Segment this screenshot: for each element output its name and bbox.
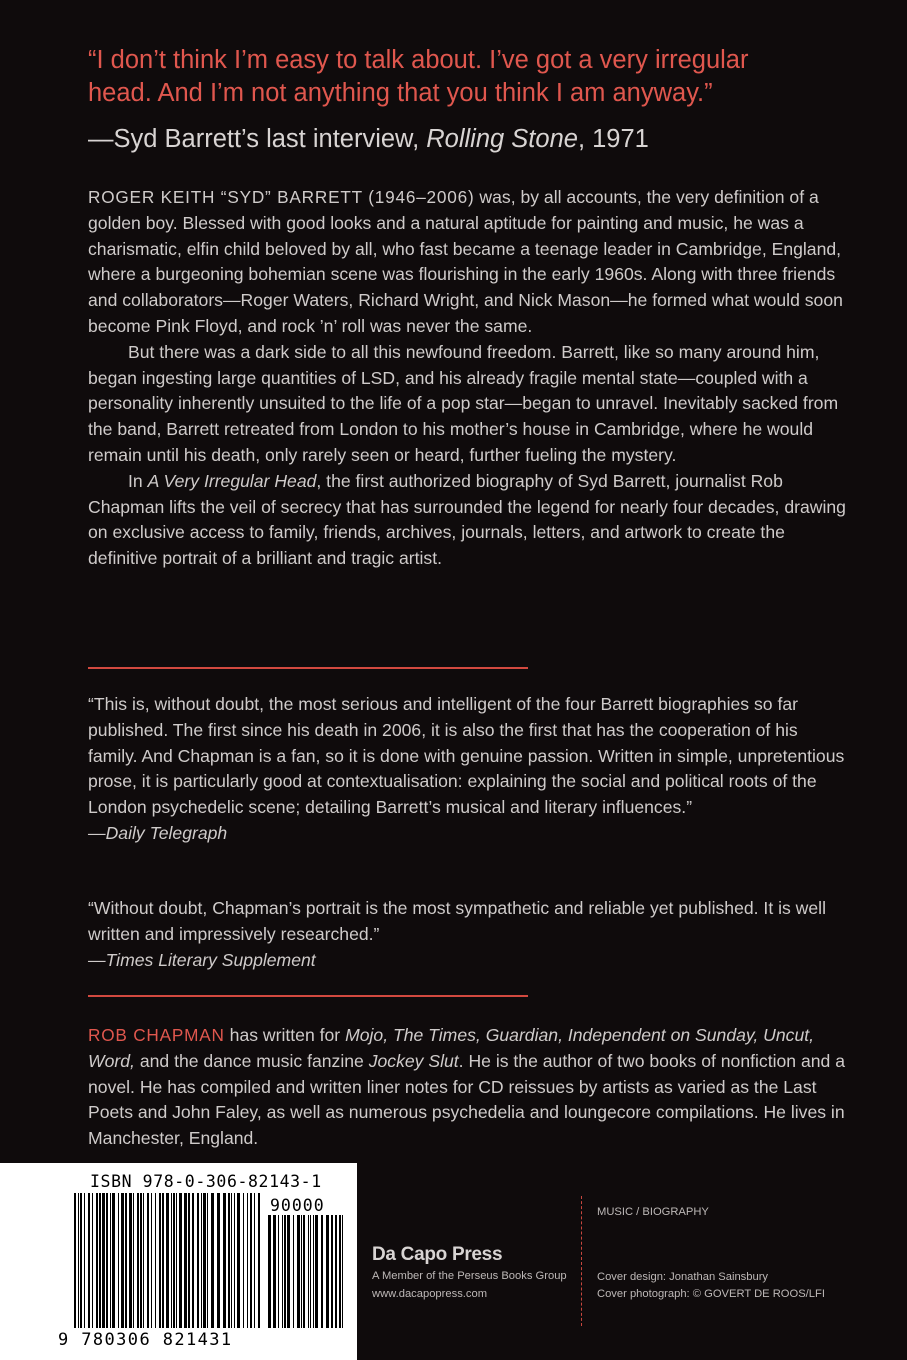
barcode-bar	[211, 1193, 214, 1328]
barcode-bar	[176, 1193, 177, 1328]
description-paragraph-2: But there was a dark side to all this newfound freedom. Barrett, like so many around him, began ingesting large quantities of LSD, and his already fragile mental state—coupled with a personality inherently unsuited to the life of a pop star—began to unravel. Inevitably sacked from the band, Barrett retreated from London to his mother’s house in Cambridge, where he would remain until his death, only rarely seen or heard, further fueling the mystery.	[88, 341, 839, 465]
description-p1-text: was, by all accounts, the very definition of a golden boy. Blessed with good looks and a natural aptitude for painting and music, he was a charismatic, elfin child beloved by all, who fast became a teenage leader in Cambridge, England, where a burgeoning bohemian scene was flourishing in the early 1960s. Along with three friends and collaborators—Roger Waters, Richard Wright, and Nick Mason—he formed what would soon become Pink Floyd, and rock ’n’ roll was never the same.	[88, 187, 843, 336]
barcode-bar	[155, 1193, 156, 1328]
bio-part-1: has written for	[224, 1025, 346, 1045]
barcode-bar	[102, 1193, 105, 1328]
barcode-bar	[228, 1193, 230, 1328]
book-title: A Very Irregular Head	[147, 470, 317, 491]
barcode-bar	[118, 1193, 119, 1328]
description-lead: ROGER KEITH “SYD” BARRETT (1946–2006)	[88, 187, 475, 207]
vertical-divider	[581, 1196, 582, 1326]
author-bio	[88, 1023, 848, 1152]
barcode-bar	[151, 1193, 152, 1328]
barcode-bar	[315, 1215, 318, 1328]
p3-text: , the first authorized biography of Syd Barrett, journalist Rob Chapman lifts the veil of secrecy that has surrounded the legend for nearly four decades, drawing on exclusive access to family, friends, archives, journals, letters, and artwork to create the definitive portrait of a brilliant and tragic artist.	[88, 470, 846, 569]
cover-design-credit: Cover design: Jonathan Sainsbury	[597, 1271, 769, 1283]
publisher-name: Da Capo Press	[372, 1244, 503, 1265]
barcode-bar	[159, 1193, 161, 1328]
barcode-bar	[258, 1193, 260, 1328]
barcode-bar	[303, 1215, 305, 1328]
barcode-bar	[133, 1193, 134, 1328]
barcode-bar	[247, 1193, 248, 1328]
barcode-bar	[106, 1193, 108, 1328]
fanzine-name: Jockey Slut	[368, 1050, 459, 1071]
review-1-source: —Daily Telegraph	[88, 822, 228, 843]
barcode-bar	[342, 1215, 343, 1328]
barcode-bar	[166, 1193, 169, 1328]
review-1	[88, 692, 848, 847]
epigraph-attribution	[88, 125, 649, 154]
p3-prefix: In	[128, 470, 148, 491]
divider-rule-1	[88, 667, 528, 669]
barcode-bar	[197, 1193, 199, 1328]
barcode-bar	[313, 1215, 314, 1328]
barcode-bar	[192, 1193, 194, 1328]
price-addon-code: 90000	[270, 1196, 325, 1215]
barcode-bar	[339, 1215, 341, 1328]
review-2-source: —Times Literary Supplement	[88, 949, 316, 970]
description-paragraph-1	[88, 185, 848, 340]
barcode-bar	[78, 1193, 79, 1328]
barcode-bar	[250, 1193, 252, 1328]
publisher-url: www.dacapopress.com	[372, 1288, 488, 1300]
barcode-bar	[293, 1215, 294, 1328]
barcode-bar	[92, 1193, 93, 1328]
barcode-bar	[110, 1193, 111, 1328]
barcode-bar	[237, 1193, 240, 1328]
barcode-bar	[201, 1193, 202, 1328]
barcode-bar	[217, 1193, 220, 1328]
bio-part-3: . He is the author of two books of nonfiction and a novel. He has compiled and written liner notes for CD reissues by artists as varied as the Last Poets and John Faley, as well as numerous psychedelia and loungecore compilations. He lives in Manchester, England.	[88, 1050, 845, 1149]
barcode-bar	[147, 1193, 149, 1328]
attribution-suffix: , 1971	[577, 125, 649, 153]
barcode-bar	[74, 1193, 76, 1328]
barcode-bar	[223, 1193, 226, 1328]
barcode-bar	[96, 1193, 98, 1328]
description-paragraph-3	[88, 469, 848, 572]
barcode-bar	[335, 1215, 337, 1328]
barcode-digits: 9 780306 821431	[58, 1330, 233, 1350]
attribution-source: Rolling Stone	[426, 125, 578, 153]
barcode-bar	[284, 1215, 286, 1328]
barcode-bar	[310, 1215, 311, 1328]
review-1-text: “This is, without doubt, the most serious and intelligent of the four Barrett biographies so far published. The first since his death in 2006, it is also the first that has the cooperation of his family. And Chapman is a fan, so it is done with genuine passion. Written in simple, unpretentious prose, it is particularly good at contextualisation: explaining the social and political roots of the London psychedelic scene; detailing Barrett’s musical and literary influences.”	[88, 694, 845, 818]
barcode-bar	[243, 1193, 244, 1328]
epigraph-line-2: head. And I’m not anything that you think I am anyway.”	[88, 79, 713, 107]
barcode-bar	[326, 1215, 329, 1328]
barcode-bar	[278, 1215, 279, 1328]
divider-rule-2	[88, 995, 528, 997]
barcode-bar	[203, 1193, 206, 1328]
barcode-bar	[254, 1193, 255, 1328]
book-description	[88, 185, 848, 572]
barcode-bar	[121, 1193, 124, 1328]
epigraph-line-1: “I don’t think I’m easy to talk about. I’ve got a very irregular	[88, 46, 749, 74]
barcode-bar	[207, 1193, 208, 1328]
barcode-bar	[173, 1193, 175, 1328]
isbn-number: ISBN 978-0-306-82143-1	[90, 1172, 322, 1191]
barcode-bar	[137, 1193, 139, 1328]
barcode-bar	[143, 1193, 144, 1328]
barcode-bar	[112, 1193, 115, 1328]
barcode-bar	[301, 1215, 302, 1328]
review-2-text: “Without doubt, Chapman’s portrait is the most sympathetic and reliable yet published. It is well written and impressively researched.”	[88, 898, 826, 944]
barcode-bar	[321, 1215, 323, 1328]
barcode-bar	[88, 1193, 90, 1328]
attribution-prefix: —Syd Barrett’s last interview,	[88, 125, 427, 153]
barcode-bar	[268, 1215, 271, 1328]
barcode-bar	[273, 1215, 276, 1328]
barcode-bar	[125, 1193, 127, 1328]
cover-photo-credit: Cover photograph: © GOVERT DE ROOS/LFI	[597, 1288, 825, 1300]
barcode-bar	[231, 1193, 232, 1328]
review-2	[88, 896, 848, 973]
barcode-bar	[162, 1193, 164, 1328]
barcode-bar	[140, 1193, 142, 1328]
epigraph-quote	[88, 44, 878, 110]
barcode-bar	[188, 1193, 190, 1328]
bio-part-2: and the dance music fanzine	[134, 1050, 369, 1071]
barcode-bar	[297, 1215, 300, 1328]
barcode-bar	[179, 1193, 182, 1328]
category-label: MUSIC / BIOGRAPHY	[597, 1206, 709, 1218]
barcode-bar	[308, 1215, 309, 1328]
barcode-bar	[282, 1215, 283, 1328]
barcode-bar	[129, 1193, 132, 1328]
barcode-bar	[171, 1193, 172, 1328]
barcode-bar	[287, 1215, 290, 1328]
barcode-bar	[331, 1215, 333, 1328]
barcode-bar	[84, 1193, 85, 1328]
author-publications: Mojo, The Times, Guardian, Independent on Sunday, Uncut, Word,	[88, 1025, 815, 1071]
author-name: ROB CHAPMAN	[88, 1025, 225, 1045]
publisher-tagline: A Member of the Perseus Books Group	[372, 1270, 567, 1282]
barcode-bar	[184, 1193, 187, 1328]
barcode-bar	[99, 1193, 101, 1328]
barcode-bar	[80, 1193, 82, 1328]
author-bio-text	[88, 1023, 848, 1152]
barcode-bar	[234, 1193, 235, 1328]
